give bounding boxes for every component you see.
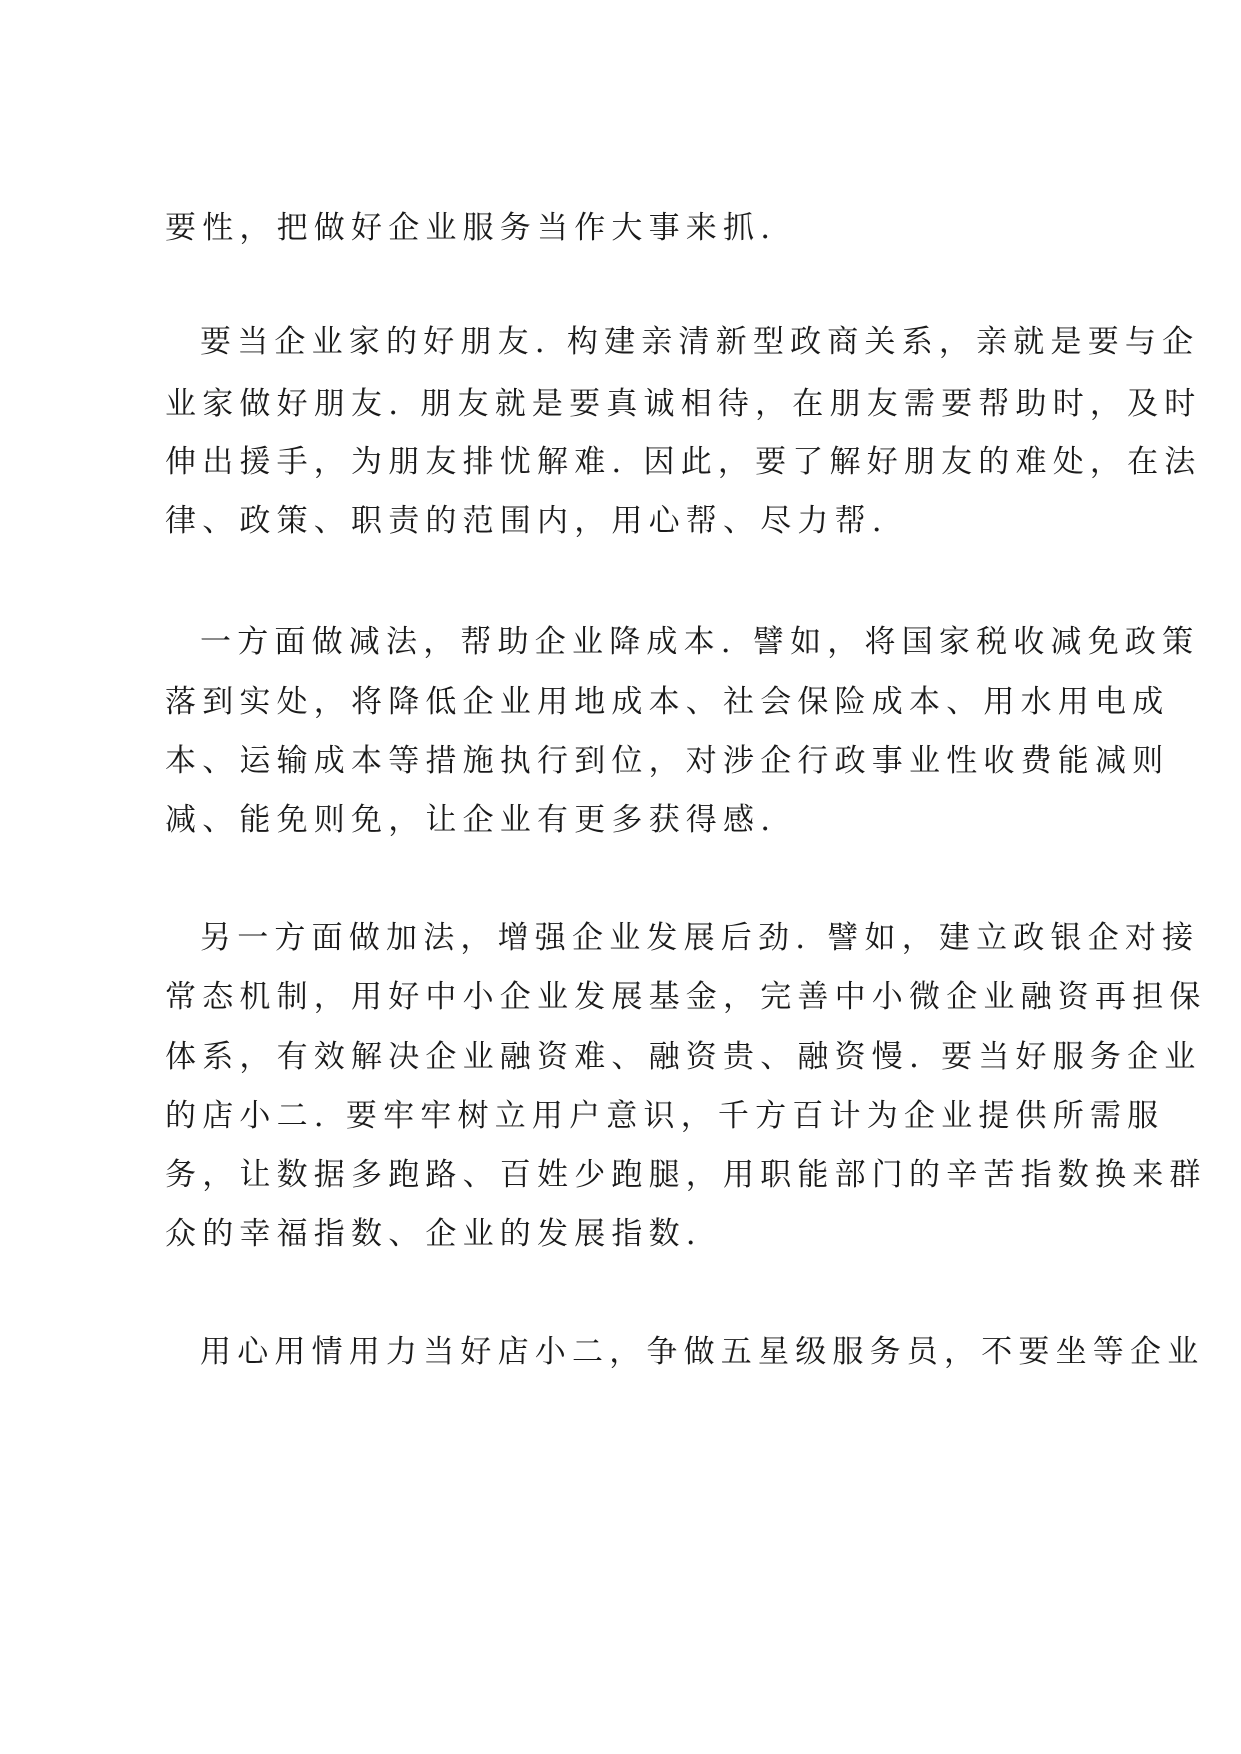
paragraph-line: 常态机制，用好中小企业发展基金，完善中小微企业融资再担保 <box>165 979 1207 1015</box>
paragraph-line: 体系，有效解决企业融资难、融资贵、融资慢. 要当好服务企业 <box>165 1039 1202 1075</box>
paragraph-line: 伸出援手，为朋友排忧解难. 因此，要了解好朋友的难处，在法 <box>165 444 1202 480</box>
paragraph-line: 要性，把做好企业服务当作大事来抓. <box>165 210 777 246</box>
paragraph-line: 业家做好朋友. 朋友就是要真诚相待，在朋友需要帮助时，及时 <box>165 386 1202 422</box>
paragraph-line: 减、能免则免，让企业有更多获得感. <box>165 802 777 838</box>
paragraph-line: 务，让数据多跑路、百姓少跑腿，用职能部门的辛苦指数换来群 <box>165 1157 1207 1193</box>
paragraph-line: 本、运输成本等措施执行到位，对涉企行政事业性收费能减则 <box>165 743 1170 779</box>
paragraph-line: 一方面做减法，帮助企业降成本. 譬如，将国家税收减免政策 <box>200 624 1200 660</box>
paragraph-line: 的店小二. 要牢牢树立用户意识，千方百计为企业提供所需服 <box>165 1098 1165 1134</box>
paragraph-line: 众的幸福指数、企业的发展指数. <box>165 1216 702 1252</box>
paragraph-line: 律、政策、职责的范围内，用心帮、尽力帮. <box>165 503 888 539</box>
paragraph-line: 要当企业家的好朋友. 构建亲清新型政商关系，亲就是要与企 <box>200 324 1200 360</box>
paragraph-line: 另一方面做加法，增强企业发展后劲. 譬如，建立政银企对接 <box>200 920 1200 956</box>
paragraph-line: 落到实处，将降低企业用地成本、社会保险成本、用水用电成 <box>165 684 1170 720</box>
paragraph-line: 用心用情用力当好店小二，争做五星级服务员，不要坐等企业 <box>200 1334 1205 1370</box>
